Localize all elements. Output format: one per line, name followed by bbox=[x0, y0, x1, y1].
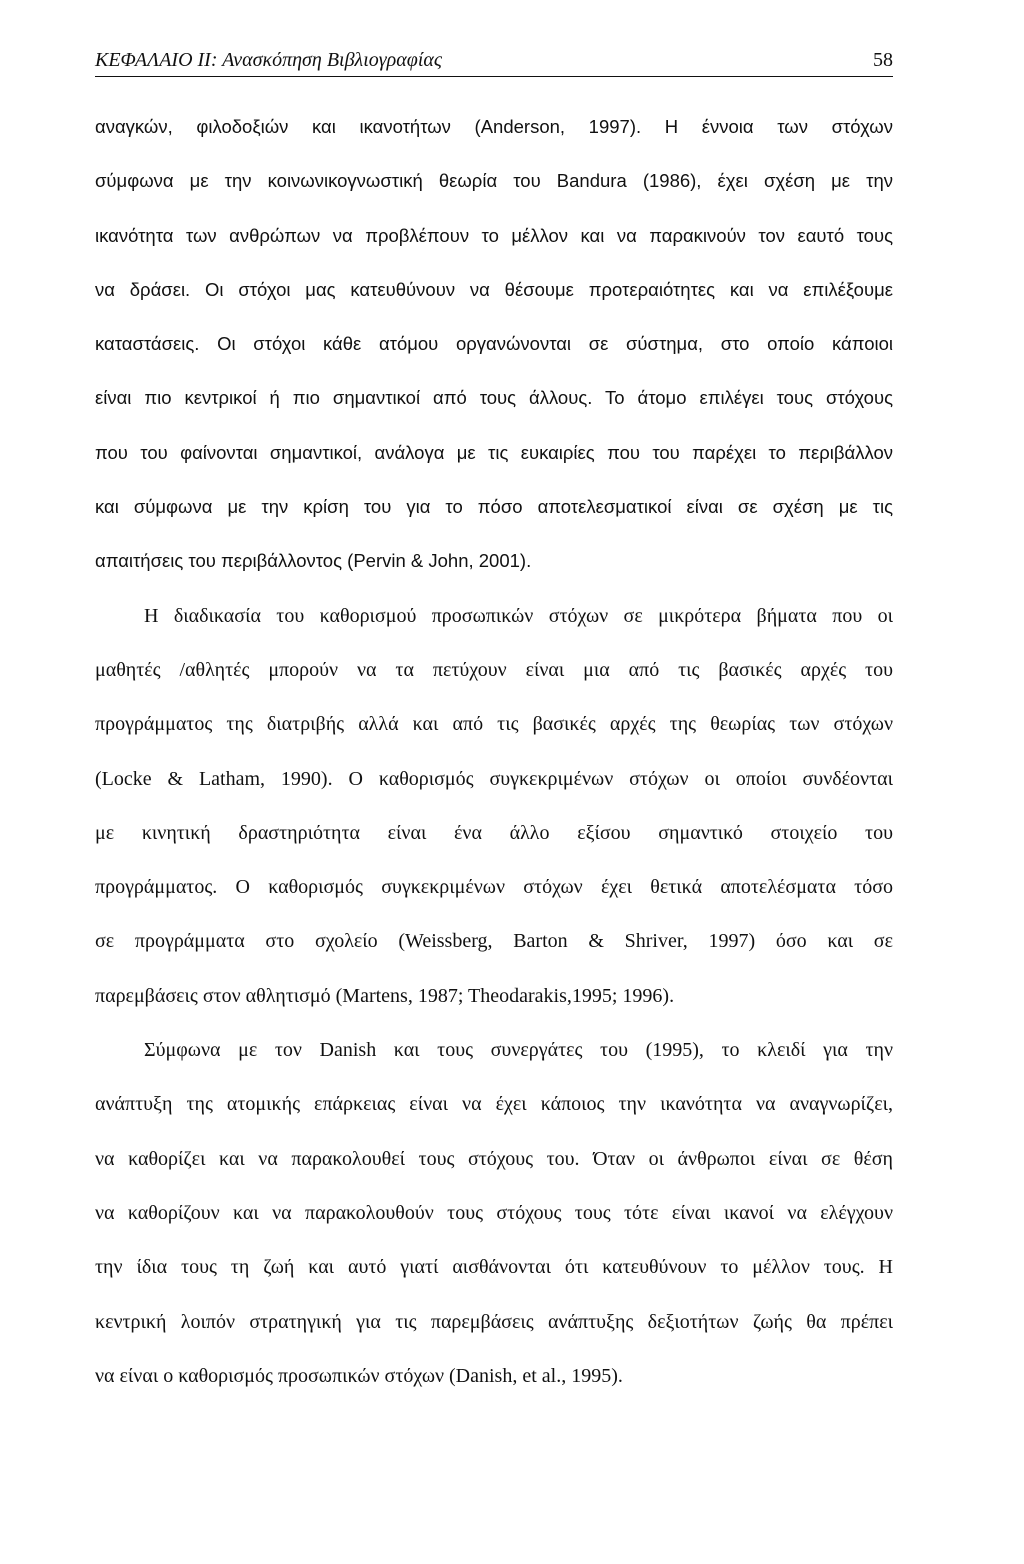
text-line: απαιτήσεις του περιβάλλοντος (Pervin & John, 2001). bbox=[95, 550, 532, 572]
text-line: ικανότητα των ανθρώπων να προβλέπουν το μέλλον και να παρακινούν τον εαυτό τους bbox=[95, 224, 893, 246]
text-line: με κινητική δραστηριότητα είναι ένα άλλο εξίσου σημαντικό στοιχείο του bbox=[95, 821, 893, 844]
document-page bbox=[95, 0, 893, 1564]
text-line: μαθητές /αθλητές μπορούν να τα πετύχουν είναι μια από τις βασικές αρχές του bbox=[95, 658, 893, 681]
text-line: είναι πιο κεντρικοί ή πιο σημαντικοί από τους άλλους. Το άτομο επιλέγει τους στόχους bbox=[95, 387, 893, 409]
chapter-title: ΚΕΦΑΛΑΙΟ ΙΙ: Ανασκόπηση Βιβλιογραφίας bbox=[95, 49, 442, 71]
text-line: και σύμφωνα με την κρίση του για το πόσο αποτελεσματικοί είναι σε σχέση με τις bbox=[95, 496, 893, 518]
text-line: την ίδια τους τη ζωή και αυτό γιατί αισθάνονται ότι κατευθύνουν το μέλλον τους. Η bbox=[95, 1256, 893, 1279]
text-line: να καθορίζει και να παρακολουθεί τους στόχους του. Όταν οι άνθρωποι είναι σε θέση bbox=[95, 1147, 893, 1170]
text-line: προγράμματος της διατριβής αλλά και από τις βασικές αρχές της θεωρίας των στόχων bbox=[95, 713, 893, 736]
text-line: καταστάσεις. Οι στόχοι κάθε ατόμου οργανώνονται σε σύστημα, στο οποίο κάποιοι bbox=[95, 333, 893, 355]
text-line: (Locke & Latham, 1990). Ο καθορισμός συγκεκριμένων στόχων οι οποίοι συνδέονται bbox=[95, 767, 893, 790]
text-line: που του φαίνονται σημαντικοί, ανάλογα με τις ευκαιρίες που του παρέχει το περιβάλλον bbox=[95, 441, 893, 463]
paragraph-2 bbox=[95, 601, 893, 1035]
running-header bbox=[95, 48, 893, 77]
text-line: παρεμβάσεις στον αθλητισμό (Martens, 1987; Theodarakis,1995; 1996). bbox=[95, 984, 675, 1007]
text-line: να καθορίζουν και να παρακολουθούν τους στόχους τους τότε είναι ικανοί να ελέγχουν bbox=[95, 1201, 893, 1224]
text-line: κεντρική λοιπόν στρατηγική για τις παρεμβάσεις ανάπτυξης δεξιοτήτων ζωής θα πρέπει bbox=[95, 1310, 893, 1333]
body-text bbox=[95, 112, 893, 1415]
text-line: Σύμφωνα με τον Danish και τους συνεργάτες του (1995), το κλειδί για την bbox=[144, 1039, 893, 1062]
paragraph-3 bbox=[95, 1035, 893, 1415]
paragraph-1 bbox=[95, 112, 893, 601]
text-line: προγράμματος. Ο καθορισμός συγκεκριμένων στόχων έχει θετικά αποτελέσματα τόσο bbox=[95, 876, 893, 899]
text-line: σε προγράμματα στο σχολείο (Weissberg, Barton & Shriver, 1997) όσο και σε bbox=[95, 930, 893, 953]
text-line: Η διαδικασία του καθορισμού προσωπικών στόχων σε μικρότερα βήματα που οι bbox=[144, 604, 893, 627]
text-line: να δράσει. Οι στόχοι μας κατευθύνουν να θέσουμε προτεραιότητες και να επιλέξουμε bbox=[95, 278, 893, 300]
text-line: ανάπτυξη της ατομικής επάρκειας είναι να έχει κάποιος την ικανότητα να αναγνωρίζει, bbox=[95, 1093, 893, 1116]
text-line: να είναι ο καθορισμός προσωπικών στόχων (Danish, et al., 1995). bbox=[95, 1364, 623, 1387]
text-line: αναγκών, φιλοδοξιών και ικανοτήτων (Anderson, 1997). Η έννοια των στόχων bbox=[95, 116, 893, 137]
page-number: 58 bbox=[873, 49, 893, 71]
text-line: σύμφωνα με την κοινωνικογνωστική θεωρία του Bandura (1986), έχει σχέση με την bbox=[95, 170, 893, 192]
